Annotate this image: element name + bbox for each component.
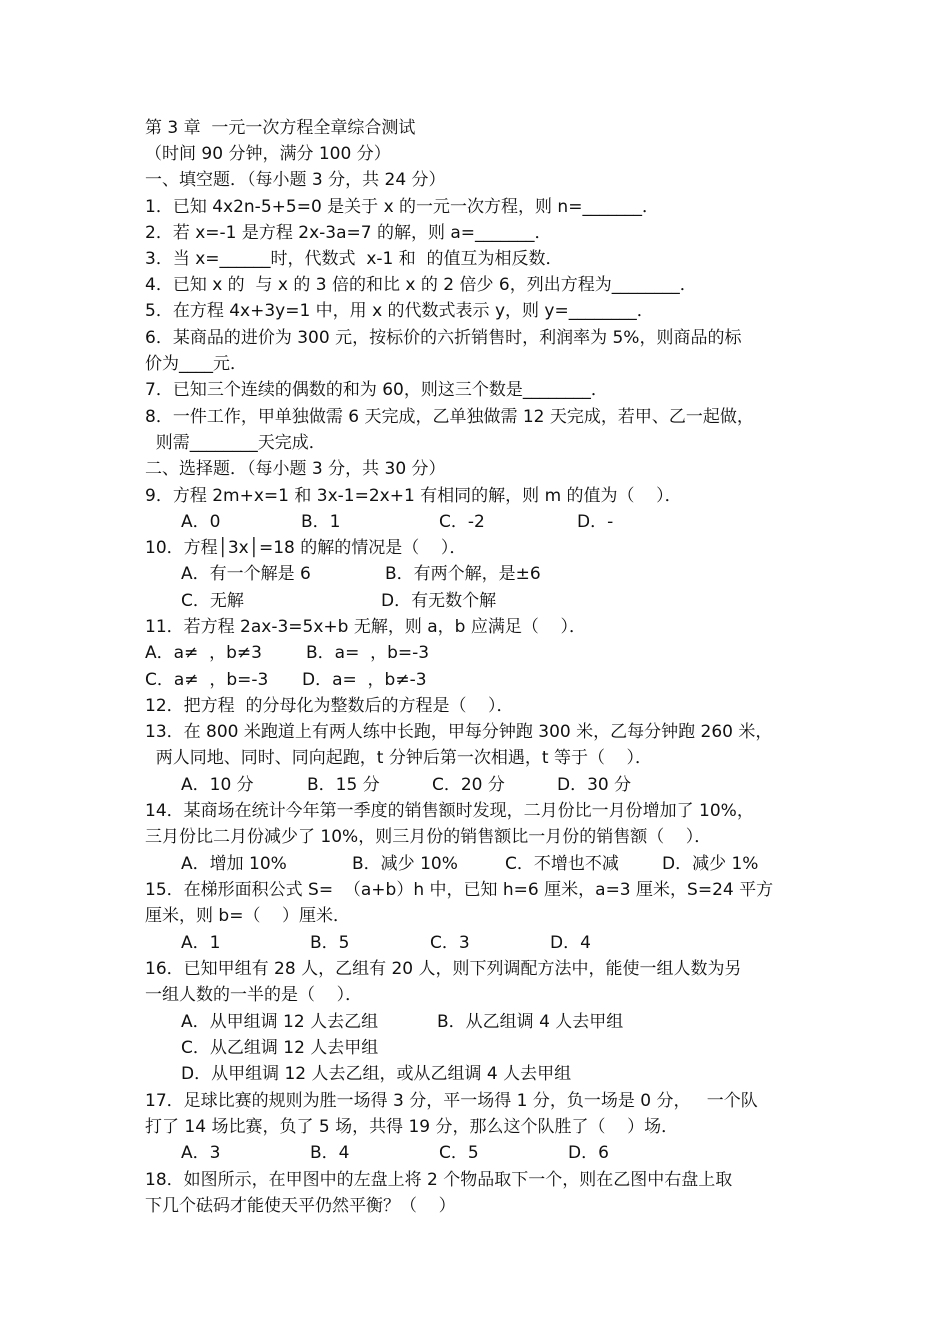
q14-option-b: B．减少 10% <box>352 854 458 874</box>
q11-option-a: A．a≠ ，b≠3 <box>145 643 262 663</box>
q10-option-a: A．有一个解是 6 <box>181 564 311 584</box>
question-14-line-1: 14．某商场在统计今年第一季度的销售额时发现，二月份比一月份增加了 10%， <box>145 801 754 821</box>
question-17-line-2: 打了 14 场比赛，负了 5 场，共得 19 分，那么这个队胜了（ ）场． <box>145 1117 679 1137</box>
q17-option-b: B．4 <box>310 1143 350 1163</box>
question-15-line-2: 厘米，则 b=（ ）厘米． <box>145 906 351 926</box>
question-17-line-1: 17．足球比赛的规则为胜一场得 3 分，平一场得 1 分，负一场是 0 分， 一个队 <box>145 1091 758 1111</box>
q11-option-b: B．a= ，b=-3 <box>306 643 430 663</box>
q15-option-a: A．1 <box>181 933 221 953</box>
question-6-line-1: 6．某商品的进价为 300 元，按标价的六折销售时，利润率为 5%，则商品的标 <box>145 328 742 348</box>
q13-option-a: A．10 分 <box>181 775 254 795</box>
section-fill-in: 一、填空题．（每小题 3 分，共 24 分） <box>145 170 446 190</box>
q10-option-c: C．无解 <box>181 591 244 611</box>
question-18-line-1: 18．如图所示，在甲图中的左盘上将 2 个物品取下一个，则在乙图中右盘上取 <box>145 1170 733 1190</box>
question-5: 5．在方程 4x+3y=1 中，用 x 的代数式表示 y，则 y=________． <box>145 301 654 321</box>
q9-option-d: D．- <box>577 512 614 532</box>
question-11: 11．若方程 2ax-3=5x+b 无解，则 a，b 应满足（ ）． <box>145 617 586 637</box>
q14-option-a: A．增加 10% <box>181 854 287 874</box>
q11-option-c: C．a≠ ，b=-3 <box>145 670 269 690</box>
question-15-line-1: 15．在梯形面积公式 S= （a+b）h 中，已知 h=6 厘米，a=3 厘米，S=24 平方 <box>145 880 774 900</box>
q15-option-b: B．5 <box>310 933 350 953</box>
q16-option-b: B．从乙组调 4 人去甲组 <box>437 1012 624 1032</box>
q14-option-d: D．减少 1% <box>662 854 759 874</box>
question-4: 4．已知 x 的 与 x 的 3 倍的和比 x 的 2 倍少 6，列出方程为________． <box>145 275 697 295</box>
q14-option-c: C．不增也不减 <box>505 854 619 874</box>
question-9: 9．方程 2m+x=1 和 3x-1=2x+1 有相同的解，则 m 的值为（ ）． <box>145 486 682 506</box>
question-3: 3．当 x=______时，代数式 x-1 和 的值互为相反数． <box>145 249 563 269</box>
q17-option-d: D．6 <box>568 1143 609 1163</box>
q15-option-c: C．3 <box>430 933 470 953</box>
section-multiple-choice: 二、选择题．（每小题 3 分，共 30 分） <box>145 459 446 479</box>
q9-option-b: B．1 <box>301 512 341 532</box>
q13-option-d: D．30 分 <box>557 775 632 795</box>
q16-option-d: D．从甲组调 12 人去乙组，或从乙组调 4 人去甲组 <box>181 1064 572 1084</box>
question-10: 10．方程│3x│=18 的解的情况是（ ）． <box>145 538 467 558</box>
question-2: 2．若 x=-1 是方程 2x-3a=7 的解，则 a=_______． <box>145 223 552 243</box>
question-6-line-2: 价为____元． <box>145 354 247 374</box>
question-13-line-2: 两人同地、同时、同向起跑，t 分钟后第一次相遇，t 等于（ ）． <box>145 748 653 768</box>
doc-title: 第 3 章 一元一次方程全章综合测试 <box>145 118 416 138</box>
question-14-line-2: 三月份比二月份减少了 10%，则三月份的销售额比一月份的销售额（ ）． <box>145 827 712 847</box>
q9-option-c: C．-2 <box>439 512 485 532</box>
q16-option-c: C．从乙组调 12 人去甲组 <box>181 1038 379 1058</box>
doc-subtitle: （时间 90 分钟，满分 100 分） <box>145 144 391 164</box>
q15-option-d: D．4 <box>550 933 591 953</box>
q10-option-d: D．有无数个解 <box>381 591 497 611</box>
question-18-line-2: 下几个砝码才能使天平仍然平衡？（ ） <box>145 1196 456 1216</box>
q13-option-b: B．15 分 <box>307 775 380 795</box>
q13-option-c: C．20 分 <box>432 775 505 795</box>
q17-option-a: A．3 <box>181 1143 221 1163</box>
question-12: 12．把方程 的分母化为整数后的方程是（ ）． <box>145 696 514 716</box>
question-7: 7．已知三个连续的偶数的和为 60，则这三个数是________． <box>145 380 608 400</box>
q10-option-b: B．有两个解，是±6 <box>385 564 541 584</box>
q17-option-c: C．5 <box>439 1143 479 1163</box>
question-8-line-2: 则需________天完成． <box>145 433 326 453</box>
q9-option-a: A．0 <box>181 512 221 532</box>
question-16-line-2: 一组人数的一半的是（ ）． <box>145 985 363 1005</box>
question-13-line-1: 13．在 800 米跑道上有两人练中长跑，甲每分钟跑 300 米，乙每分钟跑 260 米， <box>145 722 773 742</box>
q11-option-d: D．a= ，b≠-3 <box>302 670 427 690</box>
q16-option-a: A．从甲组调 12 人去乙组 <box>181 1012 379 1032</box>
question-1: 1．已知 4x2n-5+5=0 是关于 x 的一元一次方程，则 n=_______． <box>145 197 659 217</box>
question-16-line-1: 16．已知甲组有 28 人，乙组有 20 人，则下列调配方法中，能使一组人数为另 <box>145 959 742 979</box>
question-8-line-1: 8．一件工作，甲单独做需 6 天完成，乙单独做需 12 天完成，若甲、乙一起做， <box>145 407 754 427</box>
